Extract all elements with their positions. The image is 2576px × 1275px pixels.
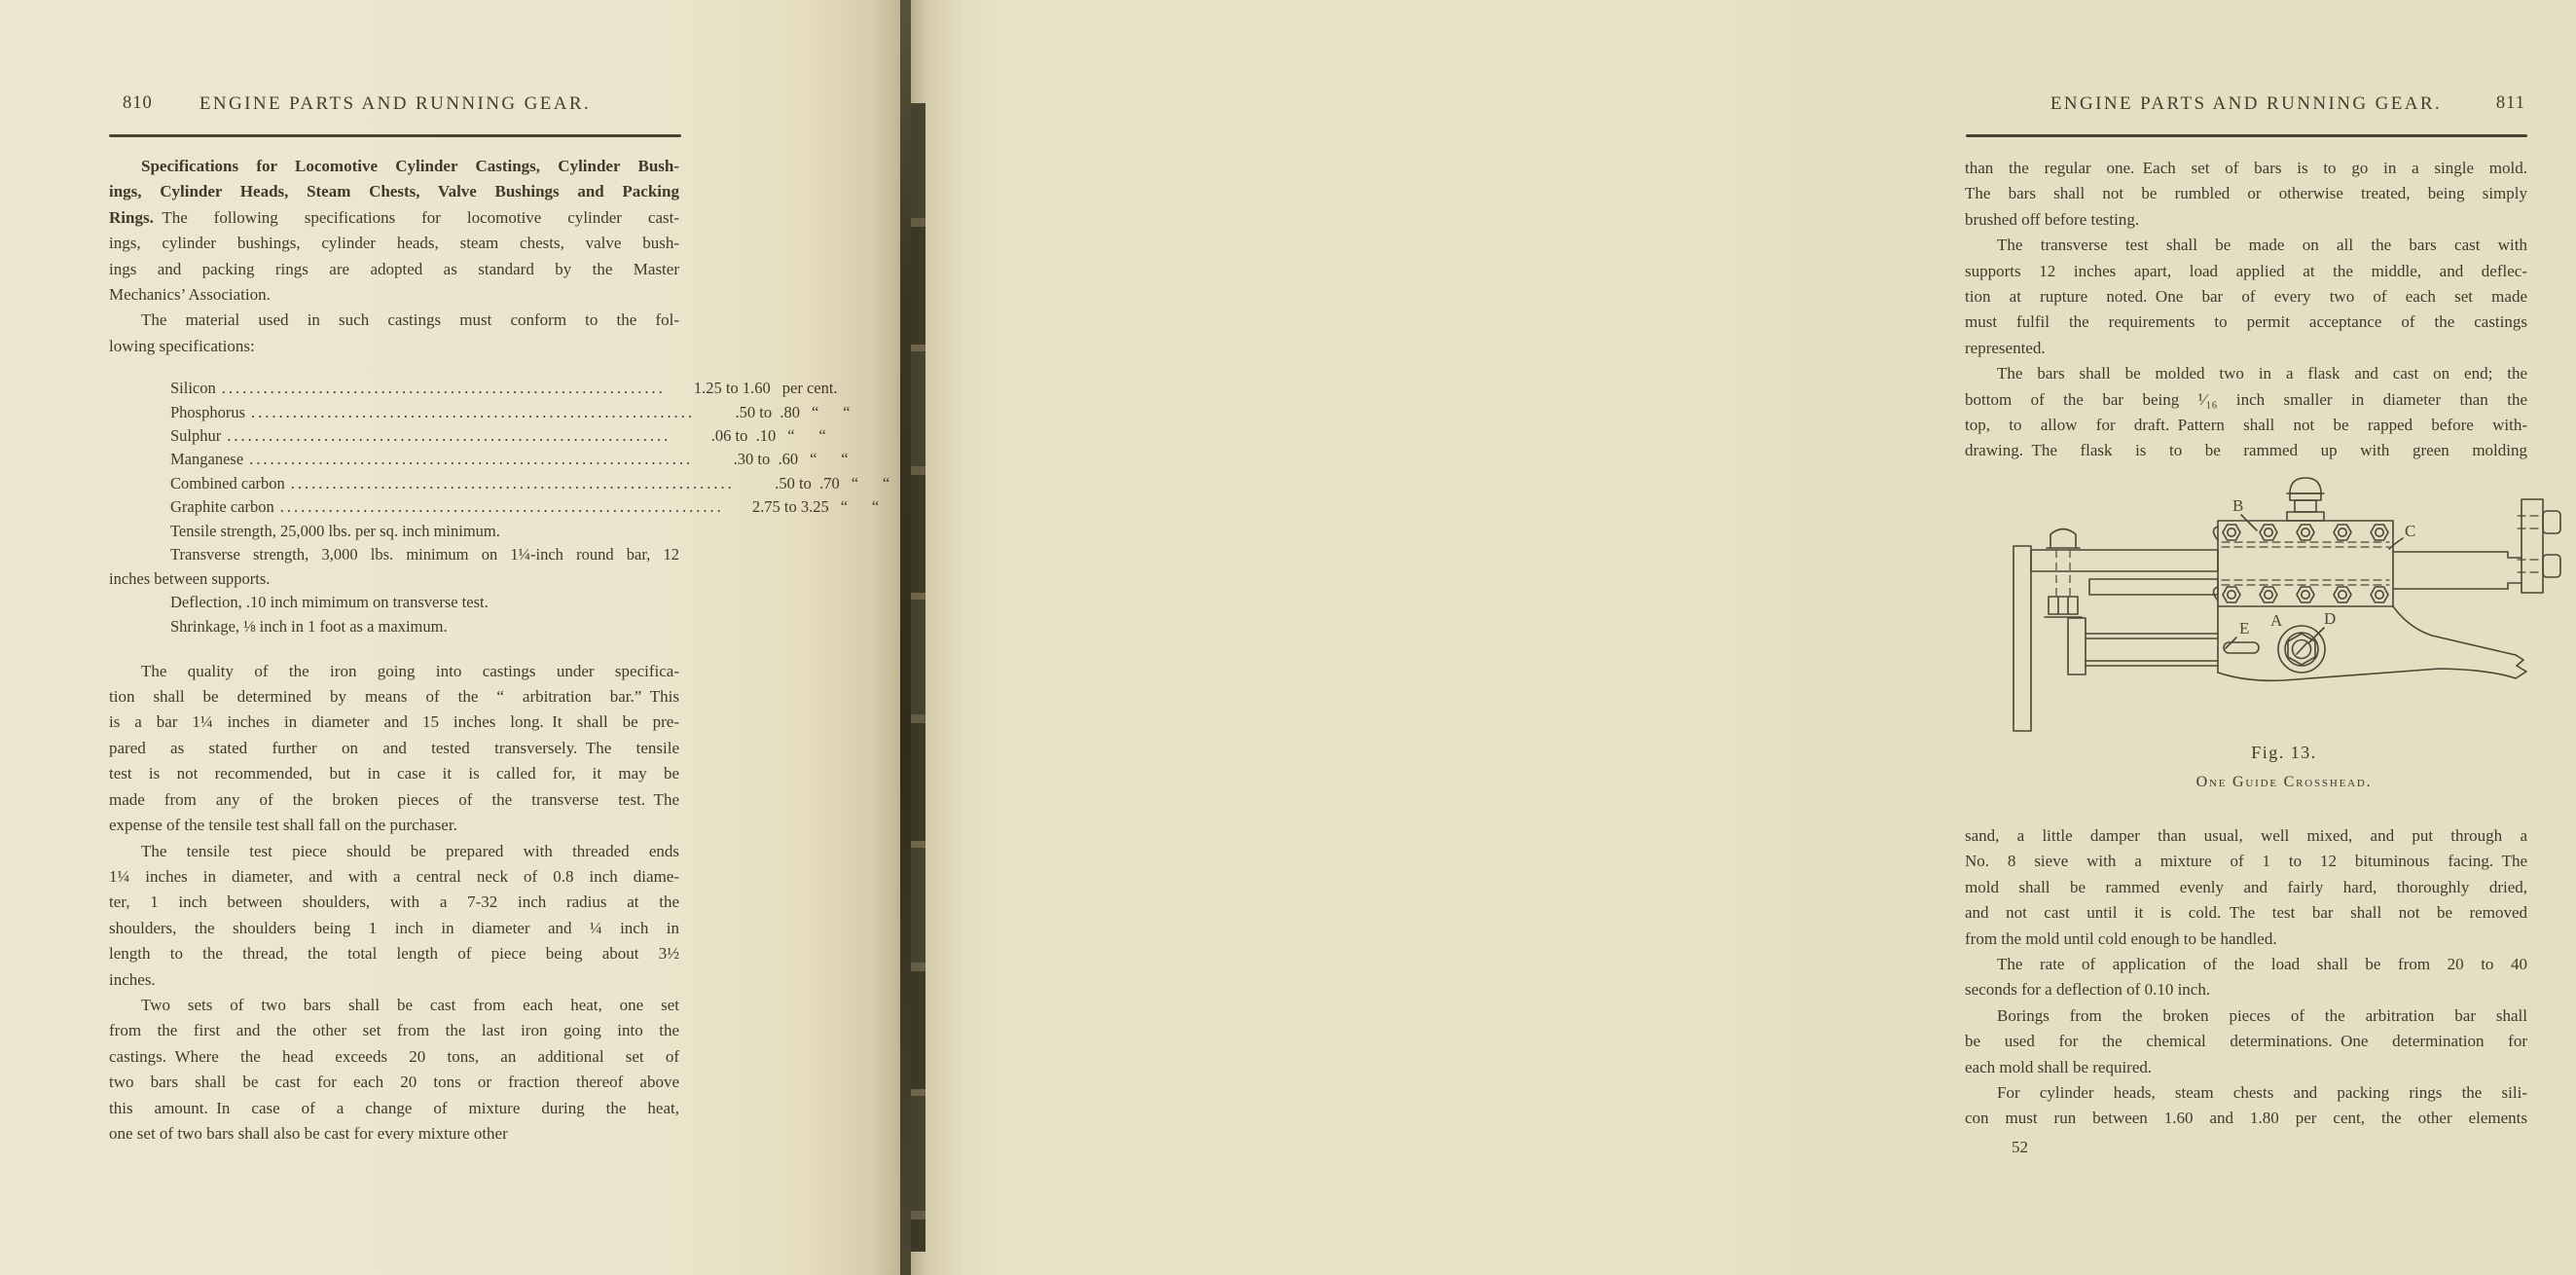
text-line: be used for the chemical determinations. One determination for xyxy=(1965,1032,2527,1051)
text-line: tion shall be determined by means of the “ arbitration bar.” This xyxy=(109,687,679,707)
left-page-text xyxy=(109,154,890,1147)
text-line: this amount. In case of a change of mixture during the heat, xyxy=(109,1098,679,1117)
text-line: top, to allow for draft. Pattern shall not be rapped before with- xyxy=(1965,416,2527,435)
book-binding-line xyxy=(900,0,911,1275)
text-line: The rate of application of the load shall be from 20 to 40 xyxy=(1997,954,2527,973)
text-line: drawing. The flask is to be rammed up with green molding xyxy=(1965,441,2527,460)
lower-body-and-boss xyxy=(2218,606,2516,680)
text-line: one set of two bars shall also be cast for every mixture other xyxy=(109,1123,508,1143)
figure-labels xyxy=(2226,496,2415,648)
spec-row xyxy=(109,377,838,400)
spec-label: Graphite carbon xyxy=(170,497,274,517)
text-line: shoulders, the shoulders being 1 inch in diameter and ¼ inch in xyxy=(109,918,679,937)
text-line: The material used in such castings must conform to the fol- xyxy=(141,310,679,330)
text-line: length to the thread, the total length of piece being about 3½ xyxy=(109,944,679,964)
paragraph-material xyxy=(109,308,679,359)
text-line: con must run between 1.60 and 1.80 per cent, the other elements xyxy=(1965,1109,2527,1128)
text-line: ings and packing rings are adopted as standard by the Master xyxy=(109,259,679,278)
spec-label: Sulphur xyxy=(170,426,222,446)
text-line: ter, 1 inch between shoulders, with a 7-32 inch radius at the xyxy=(109,892,679,912)
spec-leader xyxy=(222,377,666,400)
page-edge-stack xyxy=(911,103,925,1252)
left-page xyxy=(0,0,909,1275)
paragraph-continuation xyxy=(1965,156,2527,233)
paragraph-quality xyxy=(109,659,679,839)
text-line: brushed off before testing. xyxy=(1965,209,2140,229)
spec-label: Silicon xyxy=(170,379,216,398)
spec-unit: “ “ xyxy=(812,402,851,421)
chemical-spec-table xyxy=(109,377,890,519)
text-line: bottom of the bar being ¹⁄₁₆ inch smaller in diameter than the xyxy=(1965,389,2527,409)
text-line: represented. xyxy=(1965,338,2046,357)
text-line: The tensile test piece should be prepared with threaded ends xyxy=(141,841,679,860)
figure-label-b: B xyxy=(2232,495,2244,515)
spec-unit: “ “ xyxy=(840,497,880,517)
text-line: The bars shall not be rumbled or otherwise treated, being simply xyxy=(1965,184,2527,203)
spec-row xyxy=(109,401,851,424)
figure-label-e: E xyxy=(2239,618,2250,638)
strength-notes xyxy=(109,520,679,639)
figure-label-d: D xyxy=(2324,608,2337,628)
piston-rod-end xyxy=(2014,528,2218,731)
spec-row xyxy=(109,472,890,495)
text-line: castings. Where the head exceeds 20 tons, an additional set of xyxy=(109,1046,679,1066)
figure-subcaption: One Guide Crosshead. xyxy=(2195,773,2373,790)
spec-label: Combined carbon xyxy=(170,473,285,492)
text-line: 1¼ inches in diameter, and with a central neck of 0.8 inch diame- xyxy=(109,866,679,886)
text-line: from the first and the other set from the last iron going into the xyxy=(109,1021,679,1040)
spec-range: .50 to .80 xyxy=(735,402,801,421)
paragraph-molded xyxy=(1965,361,2527,464)
spec-label: Phosphorus xyxy=(170,402,246,421)
right-running-head xyxy=(1965,93,2527,123)
text-line: must fulfil the requirements to permit acceptance of the castings xyxy=(1965,312,2527,332)
text-line: Deflection, .10 inch mimimum on transverse test. xyxy=(170,593,489,612)
spec-unit: per cent. xyxy=(781,379,838,398)
figure-caption: Fig. 13. xyxy=(2251,742,2317,762)
signature-mark: 52 xyxy=(2012,1137,2028,1156)
spec-label: Manganese xyxy=(170,450,244,469)
text-line: made from any of the broken pieces of the transverse test. The xyxy=(109,789,679,809)
figure-label-c: C xyxy=(2405,521,2416,540)
text-line: inches between supports. xyxy=(109,568,271,588)
text-line: For cylinder heads, steam chests and packing rings the sili- xyxy=(1997,1082,2527,1102)
text-line: ings, cylinder bushings, cylinder heads, steam chests, valve bush- xyxy=(109,234,679,253)
text-line: is a bar 1¼ inches in diameter and 15 inches long. It shall be pre- xyxy=(109,712,679,732)
spec-leader xyxy=(227,424,671,448)
text-line: ings, Cylinder Heads, Steam Chests, Valve Bushings and Packing xyxy=(109,182,679,201)
text-line: The bars shall be molded two in a flask and cast on end; the xyxy=(1997,364,2527,383)
text-line: two bars shall be cast for each 20 tons or fraction thereof above xyxy=(109,1073,679,1092)
text-line: Two sets of two bars shall be cast from each heat, one set xyxy=(141,995,679,1014)
text-line: test is not recommended, but in case it is called for, it may be xyxy=(109,764,679,783)
spec-range: 2.75 to 3.25 xyxy=(751,497,829,517)
text-line: The transverse test shall be made on all the bars cast with xyxy=(1997,236,2527,255)
spec-range: .50 to .70 xyxy=(775,473,840,492)
right-page-number: 811 xyxy=(2495,93,2525,113)
text-line: Borings from the broken pieces of the arbitration bar shall xyxy=(1997,1005,2527,1025)
paragraph-tensile-piece xyxy=(109,839,679,993)
text-line: The quality of the iron going into castings under specifica- xyxy=(141,661,679,680)
left-running-head xyxy=(109,93,681,123)
text-line: tion at rupture noted. One bar of every two of each set made xyxy=(1965,287,2527,307)
spec-range: .30 to .60 xyxy=(733,450,799,469)
spec-row xyxy=(109,424,826,448)
crosshead-line-drawing xyxy=(1992,470,2576,735)
text-line: from the mold until cold enough to be handled. xyxy=(1965,929,2277,948)
gib-bolt-dashed xyxy=(2056,550,2070,597)
left-page-number: 810 xyxy=(123,93,153,113)
text-line: seconds for a deflection of 0.10 inch. xyxy=(1965,980,2211,1000)
text-line: No. 8 sieve with a mixture of 1 to 12 bituminous facing. The xyxy=(1965,852,2527,871)
right-head-rule xyxy=(1966,134,2527,137)
paragraph-rate xyxy=(1965,952,2527,1003)
spec-range: 1.25 to 1.60 xyxy=(693,379,771,398)
text-line: Transverse strength, 3,000 lbs. minimum on 1¼-inch round bar, 12 xyxy=(170,545,679,565)
text-line: mold shall be rammed evenly and fairly hard, thoroughly dried, xyxy=(1965,877,2527,896)
text-line: each mold shall be required. xyxy=(1965,1057,2153,1076)
text-line: inches. xyxy=(109,969,156,989)
spec-row xyxy=(109,448,849,471)
text-line: Rings. The following specifications for locomotive cylinder cast- xyxy=(109,207,679,227)
figure-label-a: A xyxy=(2270,610,2283,630)
spec-leader xyxy=(251,401,695,424)
spec-range: .06 to .10 xyxy=(710,426,777,446)
paragraph-two-sets xyxy=(109,993,679,1147)
spec-unit: “ “ xyxy=(787,426,826,446)
spec-leader xyxy=(291,472,735,495)
text-line: Tensile strength, 25,000 lbs. per sq. inch minimum. xyxy=(170,521,500,540)
text-line: Specifications for Locomotive Cylinder Castings, Cylinder Bush- xyxy=(141,157,679,175)
paragraph-transverse-test xyxy=(1965,233,2527,361)
spec-leader xyxy=(280,495,724,519)
right-page-text xyxy=(1965,156,2527,1160)
text-line: than the regular one. Each set of bars is to go in a single mold. xyxy=(1965,159,2527,177)
spec-unit: “ “ xyxy=(810,450,849,469)
spec-unit: “ “ xyxy=(851,473,890,492)
right-page xyxy=(909,0,2527,1275)
paragraph-specifications-heading xyxy=(109,154,679,308)
figure-13 xyxy=(1992,470,2576,793)
paragraph-cylinder-heads xyxy=(1965,1080,2527,1132)
text-line: sand, a little damper than usual, well mixed, and put through a xyxy=(1965,825,2527,845)
connecting-rod xyxy=(2393,606,2526,678)
text-line: pared as stated further on and tested transversely. The tensile xyxy=(109,738,679,757)
wrist-pin-flange xyxy=(2393,499,2560,593)
text-line: Shrinkage, ⅛ inch in 1 foot as a maximum. xyxy=(170,617,448,637)
paragraph-borings xyxy=(1965,1003,2527,1080)
text-line: and not cast until it is cold. The test bar shall not be removed xyxy=(1965,903,2527,923)
text-line: expense of the tensile test shall fall on the purchaser. xyxy=(109,816,457,835)
right-running-title: ENGINE PARTS AND RUNNING GEAR. xyxy=(2050,93,2443,114)
spec-leader xyxy=(249,448,693,471)
gib-bolts-bottom-row xyxy=(2223,587,2388,602)
text-line: Mechanics’ Association. xyxy=(109,285,271,305)
paragraph-sand xyxy=(1965,823,2527,952)
text-line: lowing specifications: xyxy=(109,336,255,355)
spec-row xyxy=(109,495,880,519)
left-head-rule xyxy=(109,134,681,137)
text-line: supports 12 inches apart, load applied at the middle, and deflec- xyxy=(1965,261,2527,280)
oil-cup xyxy=(2287,478,2324,521)
gib-bolts-top-row xyxy=(2223,525,2388,540)
left-running-title: ENGINE PARTS AND RUNNING GEAR. xyxy=(199,93,592,114)
